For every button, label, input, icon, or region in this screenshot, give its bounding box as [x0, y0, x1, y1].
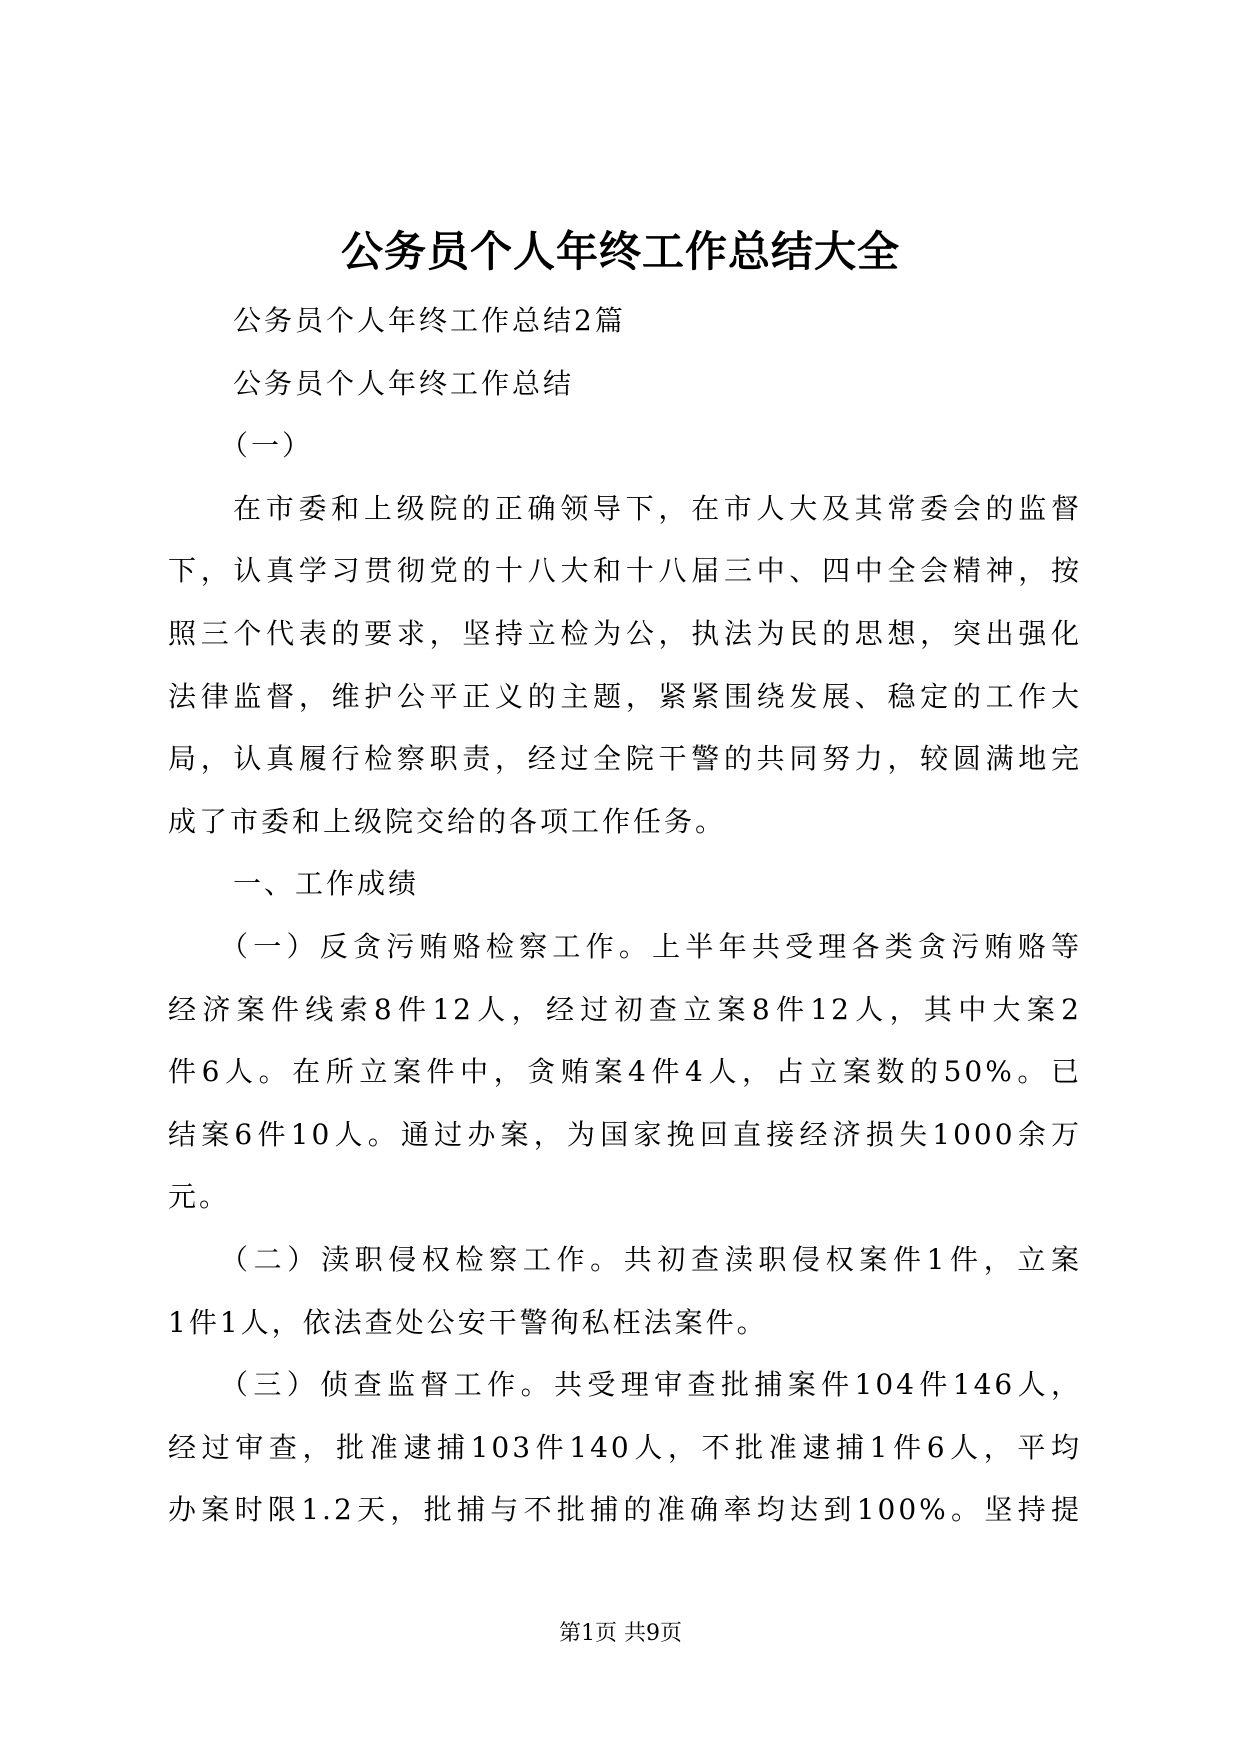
text-line: 局，认真履行检察职责，经过全院干警的共同努力，较圆满地完: [168, 742, 1082, 776]
text-line: 成了市委和上级院交给的各项工作任务。: [168, 804, 727, 838]
page-number: 第1页 共9页: [559, 1621, 682, 1646]
text-line: 经济案件线索8件12人，经过初查立案8件12人，其中大案2: [168, 992, 1082, 1026]
section-heading: 一、工作成绩: [233, 867, 420, 901]
text-line: 经过审查，批准逮捕103件140人，不批准逮捕1件6人，平均: [168, 1430, 1082, 1464]
section-mark: （一）: [220, 429, 314, 463]
text-line: （一）反贪污贿赂检察工作。上半年共受理各类贪污贿赂等: [220, 929, 1082, 963]
text-line: 法律监督，维护公平正义的主题，紧紧围绕发展、稳定的工作大: [168, 679, 1082, 713]
text-line: 件6人。在所立案件中，贪贿案4件4人，占立案数的50%。已: [168, 1055, 1082, 1089]
document-body: [168, 290, 1082, 1542]
paragraph-malfeasance: [168, 1229, 1082, 1354]
document-title: 公务员个人年终工作总结大全: [340, 227, 900, 276]
paragraph-investigation: [168, 1354, 1082, 1542]
text-line: 办案时限1.2天，批捕与不批捕的准确率均达到100%。坚持提: [168, 1493, 1082, 1527]
text-line: 下，认真学习贯彻党的十八大和十八届三中、四中全会精神，按: [168, 554, 1082, 588]
text-line: 1件1人，依法查处公安干警徇私枉法案件。: [168, 1305, 768, 1339]
subtitle: 公务员个人年终工作总结2篇: [233, 304, 626, 337]
paragraph-intro: [168, 478, 1082, 854]
text-line: （三）侦查监督工作。共受理审查批捕案件104件146人，: [220, 1368, 1082, 1402]
text-line: 结案6件10人。通过办案，为国家挽回直接经济损失1000余万: [168, 1117, 1082, 1151]
paragraph-anti-corruption: [168, 916, 1082, 1229]
text-line: （二）渎职侵权检察工作。共初查渎职侵权案件1件，立案: [220, 1242, 1082, 1276]
text-line: 照三个代表的要求，坚持立检为公，执法为民的思想，突出强化: [168, 616, 1082, 650]
text-line: 在市委和上级院的正确领导下，在市人大及其常委会的监督: [233, 491, 1082, 525]
text-line: 元。: [168, 1180, 231, 1214]
subtitle: 公务员个人年终工作总结: [233, 366, 575, 400]
